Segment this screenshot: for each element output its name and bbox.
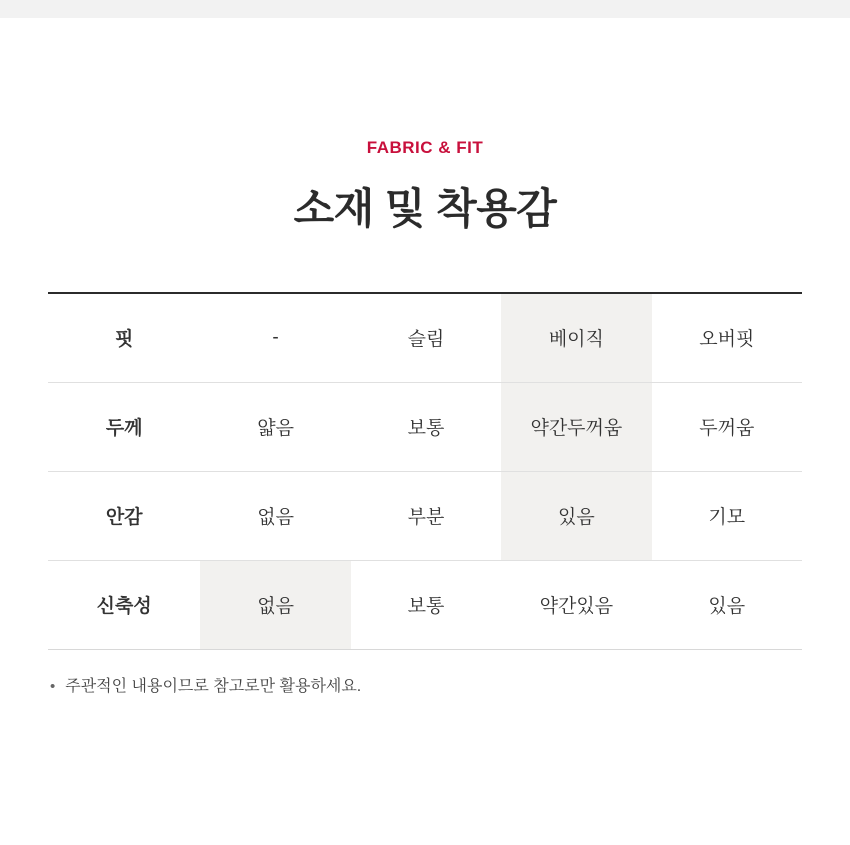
top-divider-bar — [0, 0, 850, 18]
thickness-option-2[interactable]: 보통 — [351, 382, 501, 471]
page-title: 소재 및 착용감 — [293, 185, 557, 232]
lining-option-1[interactable]: 없음 — [200, 471, 350, 560]
row-label-thickness: 두께 — [48, 382, 200, 471]
disclaimer-note — [48, 676, 802, 698]
fit-option-2[interactable]: 슬림 — [351, 293, 501, 382]
lining-option-3[interactable]: 있음 — [501, 471, 651, 560]
row-label-fit: 핏 — [48, 293, 200, 382]
stretch-option-1[interactable]: 없음 — [200, 560, 350, 649]
lining-option-2[interactable]: 부분 — [351, 471, 501, 560]
thickness-option-3[interactable]: 약간두꺼움 — [501, 382, 651, 471]
disclaimer-text: 주관적인 내용이므로 참고로만 활용하세요. — [65, 677, 362, 695]
section-eyebrow: FABRIC & FIT — [366, 138, 484, 157]
thickness-option-4[interactable]: 두꺼움 — [652, 382, 802, 471]
row-label-lining: 안감 — [48, 471, 200, 560]
fit-option-1[interactable]: - — [200, 293, 350, 382]
table-row — [48, 471, 802, 560]
lining-option-4[interactable]: 기모 — [652, 471, 802, 560]
table-row — [48, 382, 802, 471]
table-row — [48, 293, 802, 382]
fabric-fit-table-wrap — [48, 292, 802, 650]
row-label-stretch: 신축성 — [48, 560, 200, 649]
thickness-option-1[interactable]: 얇음 — [200, 382, 350, 471]
fit-option-3[interactable]: 베이직 — [501, 293, 651, 382]
bullet-icon: • — [50, 677, 56, 695]
stretch-option-3[interactable]: 약간있음 — [501, 560, 651, 649]
stretch-option-4[interactable]: 있음 — [652, 560, 802, 649]
fit-option-4[interactable]: 오버핏 — [652, 293, 802, 382]
table-row — [48, 560, 802, 649]
fabric-fit-table — [48, 292, 802, 650]
stretch-option-2[interactable]: 보통 — [351, 560, 501, 649]
content-container — [0, 138, 850, 698]
